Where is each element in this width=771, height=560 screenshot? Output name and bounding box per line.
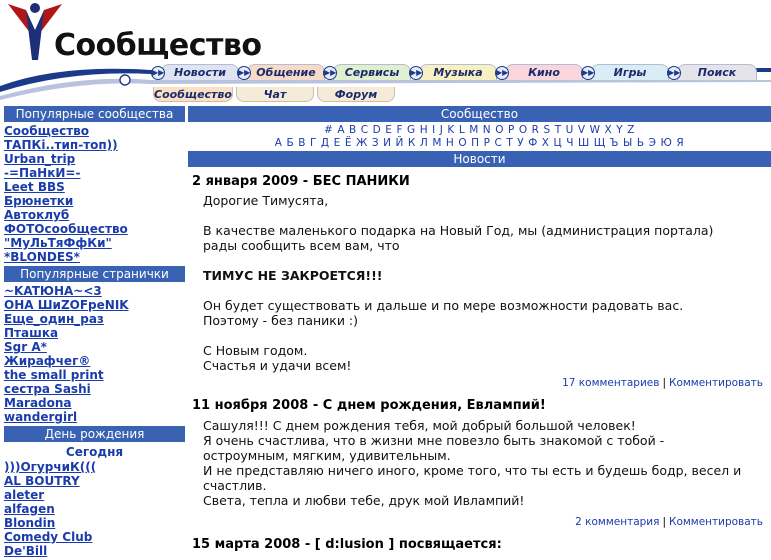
post-line: рады сообщить всем вам, что	[203, 238, 400, 253]
popular-pages-list	[4, 284, 185, 424]
list-item[interactable]: *BLONDES*	[4, 250, 80, 264]
tab-label: Сервисы	[344, 66, 400, 79]
list-item[interactable]: ТАПКі..тип-топ))	[4, 138, 118, 152]
site-title[interactable]: Сообщество	[54, 28, 262, 63]
list-item[interactable]: )))ОгурчиК(((	[4, 460, 97, 474]
main-content	[188, 106, 771, 555]
list-item[interactable]: "МуЛьТяФфКи"	[4, 236, 112, 250]
popular-communities-list	[4, 124, 185, 264]
post-gap	[203, 328, 771, 343]
subtab-chat[interactable]: Чат	[236, 87, 314, 102]
tab-arrow-icon: ▶▶	[151, 66, 165, 80]
list-item[interactable]: Сообщество	[4, 124, 89, 138]
list-item[interactable]: Брюнетки	[4, 194, 74, 208]
tab-search[interactable]	[668, 64, 757, 80]
tab-label: Кино	[528, 66, 560, 79]
tab-label: Общение	[256, 66, 316, 79]
post-line-bold: ТИМУС НЕ ЗАКРОЕТСЯ!!!	[203, 268, 383, 283]
post-body	[188, 418, 771, 508]
tab-arrow-icon: ▶▶	[581, 66, 595, 80]
tab-label: Музыка	[433, 66, 483, 79]
tab-arrow-icon: ▶▶	[667, 66, 681, 80]
tab-label: Новости	[174, 66, 226, 79]
comments-count-link[interactable]: 2 комментария	[575, 516, 660, 528]
tab-arrow-icon: ▶▶	[323, 66, 337, 80]
post-gap	[203, 208, 771, 223]
post-line: Я очень счастлива, что в жизни мне повезло быть знакомой с тобой -	[203, 433, 665, 448]
tab-arrow-icon: ▶▶	[237, 66, 251, 80]
list-item[interactable]: ФОТОсообщество	[4, 222, 128, 236]
sidebar	[4, 106, 185, 558]
list-item[interactable]: сестра Sashi	[4, 382, 91, 396]
post-line: С Новым годом.	[203, 343, 308, 358]
post-line: счастлив.	[203, 478, 267, 493]
news-heading: Новости	[188, 151, 771, 167]
tab-label: Игры	[613, 66, 647, 79]
post-line: Сашуля!!! С днем рождения тебя, мой добрый большой человек!	[203, 418, 636, 433]
post-line: остроумным, мягким, удивительным.	[203, 448, 451, 463]
post-line: Счастья и удачи всем!	[203, 358, 352, 373]
alphabet-cyrillic-index[interactable]: А Б В Г Д Е Ё Ж З И Й К Л М Н О П Р С Т У Ф Х Ц Ч Ш Щ Ъ Ы Ь Э Ю Я	[274, 137, 685, 149]
list-item[interactable]: Urban_trip	[4, 152, 76, 166]
post-line: Света, тепла и любви тебе, друк мой Ивлампий!	[203, 493, 525, 508]
tab-label: Поиск	[697, 66, 737, 79]
tab-news[interactable]	[152, 64, 239, 80]
site-header	[0, 0, 771, 104]
birthday-heading: День рождения	[4, 426, 185, 442]
post-line: Дорогие Тимусята,	[203, 193, 329, 208]
tab-cinema[interactable]	[496, 64, 583, 80]
news-post	[188, 172, 771, 390]
post-line: Он будет существовать и дальше и по мере возможности радовать вас.	[203, 298, 684, 313]
popular-pages-heading: Популярные странички	[4, 266, 185, 282]
list-item[interactable]: ~KATЮHA~<3	[4, 284, 102, 298]
list-item[interactable]: alfagen	[4, 502, 55, 516]
tab-chat[interactable]	[238, 64, 325, 80]
post-title: 15 марта 2008 - [ d:lusion ] посвящается:	[192, 537, 502, 552]
post-body	[188, 193, 771, 373]
list-item[interactable]: Sgr A*	[4, 340, 47, 354]
post-title: 2 января 2009 - БЕС ПАНИКИ	[192, 174, 410, 189]
list-item[interactable]: aleter	[4, 488, 45, 502]
tab-arrow-icon: ▶▶	[409, 66, 423, 80]
comment-button[interactable]: Комментировать	[668, 377, 763, 389]
tab-games[interactable]	[582, 64, 669, 80]
popular-communities-heading: Популярные сообщества	[4, 106, 185, 122]
tab-music[interactable]	[410, 64, 497, 80]
list-item[interactable]: AL BOUTRY	[4, 474, 80, 488]
list-item[interactable]: Leet BBS	[4, 180, 65, 194]
post-line: В качестве маленького подарка на Новый Год, мы (администрация портала)	[203, 223, 714, 238]
link-separator: |	[662, 516, 666, 528]
tab-arrow-icon: ▶▶	[495, 66, 509, 80]
list-item[interactable]: ОНА ШиZOFpeNIK	[4, 298, 129, 312]
post-line: И не представляю ничего иного, кроме того, что ты есть и будешь бодр, весел и	[203, 463, 742, 478]
post-title: 11 ноября 2008 - С днем рождения, Евлампий!	[192, 398, 546, 413]
news-post	[188, 396, 771, 529]
list-item[interactable]: -=ПаНкИ=-	[4, 166, 81, 180]
list-item[interactable]: Пташка	[4, 326, 59, 340]
list-item[interactable]: Еще_один_раз	[4, 312, 104, 326]
subtab-community[interactable]: Сообщество	[154, 88, 232, 101]
link-separator: |	[662, 377, 666, 389]
list-item[interactable]: Blondin	[4, 516, 56, 530]
alphabet-latin-index[interactable]: # A B C D E F G H I J K L M N O P O R S T U V W X Y Z	[323, 124, 635, 136]
list-item[interactable]: De'Bill	[4, 544, 48, 558]
post-links	[188, 515, 771, 529]
birthday-list	[4, 460, 185, 558]
list-item[interactable]: wandergirl	[4, 410, 78, 424]
comments-count-link[interactable]: 17 комментариев	[562, 377, 660, 389]
list-item[interactable]: Maradona	[4, 396, 72, 410]
post-gap	[203, 253, 771, 268]
list-item[interactable]: Автоклуб	[4, 208, 70, 222]
list-item[interactable]: Comedy Club	[4, 530, 93, 544]
news-post	[188, 535, 771, 555]
post-line: Поэтому - без паники :)	[203, 313, 359, 328]
birthday-today-label: Сегодня	[65, 445, 124, 459]
subtab-forum[interactable]: Форум	[317, 87, 395, 102]
community-heading: Сообщество	[188, 106, 771, 122]
list-item[interactable]: the small print	[4, 368, 104, 382]
post-links	[188, 376, 771, 390]
comment-button[interactable]: Комментировать	[668, 516, 763, 528]
list-item[interactable]: Жирафчег®	[4, 354, 91, 368]
post-gap	[203, 283, 771, 298]
tab-services[interactable]	[324, 64, 411, 80]
